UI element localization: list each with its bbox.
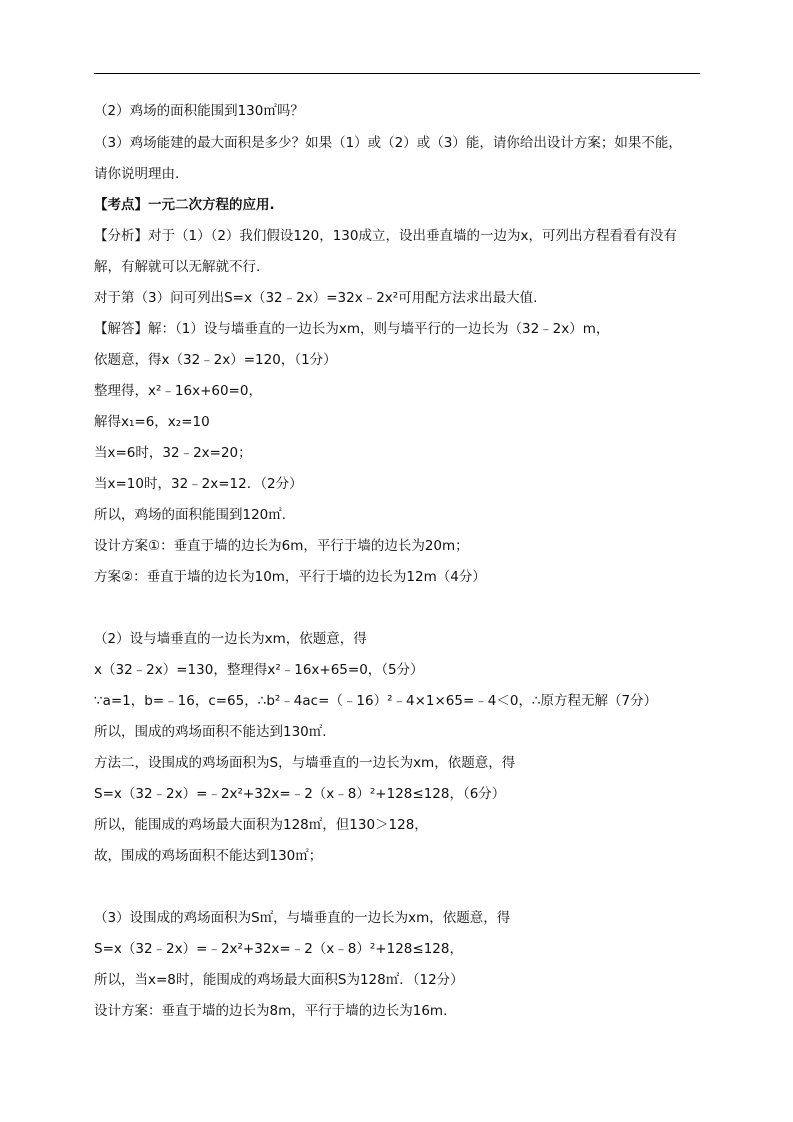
text-line: 所以，当x=8时，能围成的鸡场最大面积S为128㎡．（12分） xyxy=(94,972,464,988)
text-line: 方案②：垂直于墙的边长为10m，平行于墙的边长为12m（4分） xyxy=(94,569,486,585)
text-line: 对于第（3）问可列出S=x（32﹣2x）=32x﹣2x²可用配方法求出最大值. xyxy=(94,290,538,306)
text-line: 整理得，x²﹣16x+60=0， xyxy=(94,383,262,399)
text-line: 解得x₁=6，x₂=10 xyxy=(94,414,210,430)
text-line: 方法二，设围成的鸡场面积为S，与墙垂直的一边长为xm，依题意，得 xyxy=(94,755,516,771)
text-line: （3）设围成的鸡场面积为S㎡，与墙垂直的一边长为xm，依题意，得 xyxy=(94,910,511,926)
text-line: S=x（32﹣2x）=﹣2x²+32x=﹣2（x﹣8）²+128≤128，（6分） xyxy=(94,786,506,802)
text-line: S=x（32﹣2x）=﹣2x²+32x=﹣2（x﹣8）²+128≤128， xyxy=(94,941,463,957)
text-line: 当x=10时，32﹣2x=12．（2分） xyxy=(94,476,303,492)
text-line: 所以，能围成的鸡场最大面积为128㎡，但130＞128， xyxy=(94,817,428,833)
text-line: 请你说明理由. xyxy=(94,166,180,182)
text-line: 所以，鸡场的面积能围到120㎡. xyxy=(94,507,287,523)
text-line: 依题意，得x（32﹣2x）=120，（1分） xyxy=(94,352,337,368)
text-line: 设计方案：垂直于墙的边长为8m，平行于墙的边长为16m. xyxy=(94,1003,448,1019)
text-line: （3）鸡场能建的最大面积是多少？如果（1）或（2）或（3）能，请你给出设计方案；如果不能， xyxy=(94,135,682,151)
text-line: x（32﹣2x）=130，整理得x²﹣16x+65=0，（5分） xyxy=(94,662,424,678)
text-line: （2）鸡场的面积能围到130㎡吗？ xyxy=(94,103,304,119)
text-line: 设计方案①：垂直于墙的边长为6m，平行于墙的边长为20m； xyxy=(94,538,469,554)
text-line: 解，有解就可以无解就不行. xyxy=(94,259,261,275)
text-line: 当x=6时，32﹣2x=20； xyxy=(94,445,252,461)
text-line: 【解答】解：（1）设与墙垂直的一边长为xm，则与墙平行的一边长为（32﹣2x）m， xyxy=(94,321,610,337)
text-line: 故，围成的鸡场面积不能达到130㎡； xyxy=(94,848,323,864)
text-line: 所以，围成的鸡场面积不能达到130㎡. xyxy=(94,724,327,740)
text-line: ∵a=1，b=﹣16，c=65，∴b²﹣4ac=（﹣16）²﹣4×1×65=﹣4＜0，∴原方程无解（7分） xyxy=(94,693,658,709)
text-line: （2）设与墙垂直的一边长为xm，依题意，得 xyxy=(94,631,367,647)
text-line: 【分析】对于（1）（2）我们假设120，130成立，设出垂直墙的一边为x，可列出方程看看有没有 xyxy=(94,228,677,244)
header-rule xyxy=(94,73,700,74)
text-line: 【考点】一元二次方程的应用. xyxy=(94,197,275,213)
